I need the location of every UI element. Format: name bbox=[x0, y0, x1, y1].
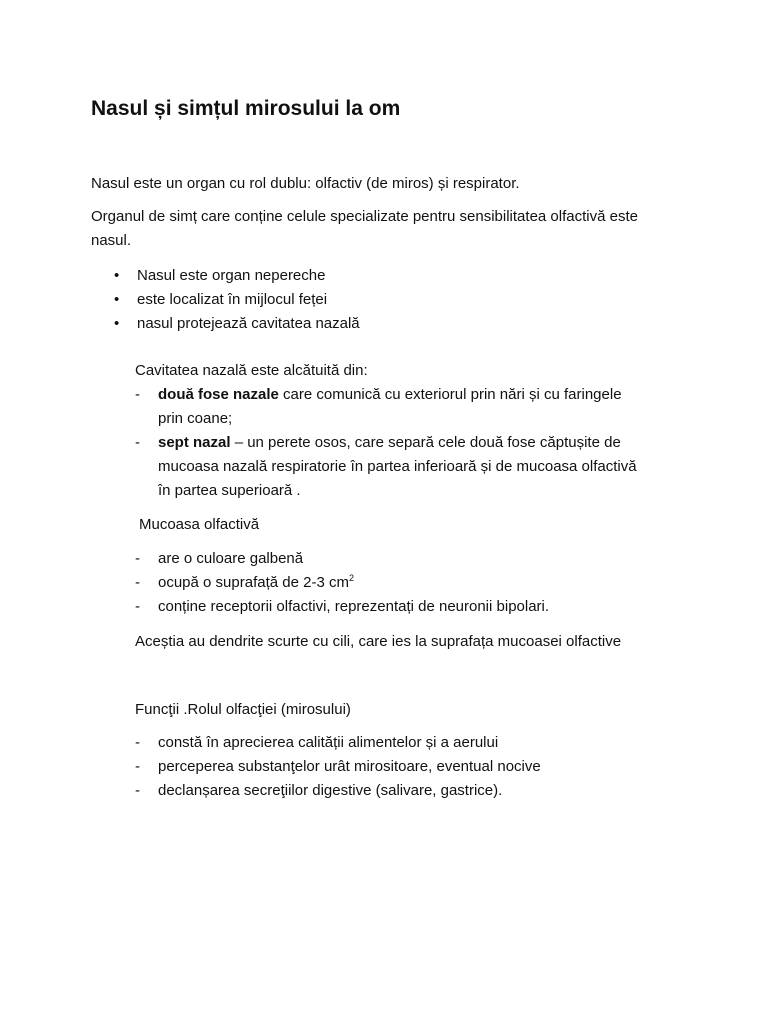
bold-term: două fose nazale bbox=[158, 386, 279, 403]
cavity-item-fose-line2: prin coane; bbox=[158, 410, 233, 427]
cavity-item-sept-line3: în partea superioară . bbox=[158, 482, 301, 499]
dash-marker: - bbox=[135, 782, 140, 799]
item-text: care comunică cu exteriorul prin nări și cu faringele bbox=[278, 386, 622, 403]
dash-marker: - bbox=[135, 434, 140, 451]
dash-marker: - bbox=[135, 734, 140, 751]
mucoasa-heading: Mucoasa olfactivă bbox=[139, 516, 260, 533]
list-item: nasul protejează cavitatea nazală bbox=[137, 315, 360, 332]
intro-paragraph: Nasul este un organ cu rol dublu: olfactiv (de miros) și respirator. bbox=[91, 175, 520, 192]
dash-marker: - bbox=[135, 386, 140, 403]
item-text: ocupă o suprafață de 2-3 cm bbox=[158, 574, 349, 591]
mucoasa-item: are o culoare galbenă bbox=[158, 550, 304, 567]
bullet-marker: • bbox=[114, 267, 120, 284]
organ-paragraph-line2: nasul. bbox=[91, 232, 132, 249]
dash-marker: - bbox=[135, 758, 140, 775]
dash-marker: - bbox=[135, 574, 140, 591]
list-item: este localizat în mijlocul feței bbox=[137, 291, 328, 308]
organ-paragraph-line1: Organul de simț care conține celule specializate pentru sensibilitatea olfactivă este bbox=[91, 208, 638, 225]
cavity-heading: Cavitatea nazală este alcătuită din: bbox=[135, 362, 368, 379]
superscript: 2 bbox=[348, 573, 354, 583]
dash-marker: - bbox=[135, 550, 140, 567]
functii-item: declanșarea secreţiilor digestive (salivare, gastrice). bbox=[158, 782, 503, 799]
cavity-item-sept-line2: mucoasa nazală respiratorie în partea inferioară și de mucoasa olfactivă bbox=[158, 458, 637, 475]
bullet-marker: • bbox=[114, 315, 120, 332]
bold-term: sept nazal bbox=[158, 434, 231, 451]
mucoasa-item: conține receptorii olfactivi, reprezentați de neuronii bipolari. bbox=[158, 598, 550, 615]
mucoasa-item bbox=[158, 571, 354, 595]
cavity-item-fose bbox=[158, 383, 622, 407]
functii-item: perceperea substanţelor urât mirositoare, eventual nocive bbox=[158, 758, 541, 775]
item-text: – un perete osos, care separă cele două fose căptușite de bbox=[230, 434, 621, 451]
dash-marker: - bbox=[135, 598, 140, 615]
functii-item: constă în aprecierea calității alimentelor și a aerului bbox=[158, 734, 499, 751]
acestia-paragraph: Aceștia au dendrite scurte cu cili, care ies la suprafața mucoasei olfactive bbox=[135, 633, 622, 650]
functii-heading: Funcţii .Rolul olfacţiei (mirosului) bbox=[135, 701, 351, 718]
cavity-item-sept bbox=[158, 431, 621, 455]
page-title: Nasul și simțul mirosului la om bbox=[91, 97, 401, 120]
bullet-marker: • bbox=[114, 291, 120, 308]
list-item: Nasul este organ nepereche bbox=[137, 267, 326, 284]
